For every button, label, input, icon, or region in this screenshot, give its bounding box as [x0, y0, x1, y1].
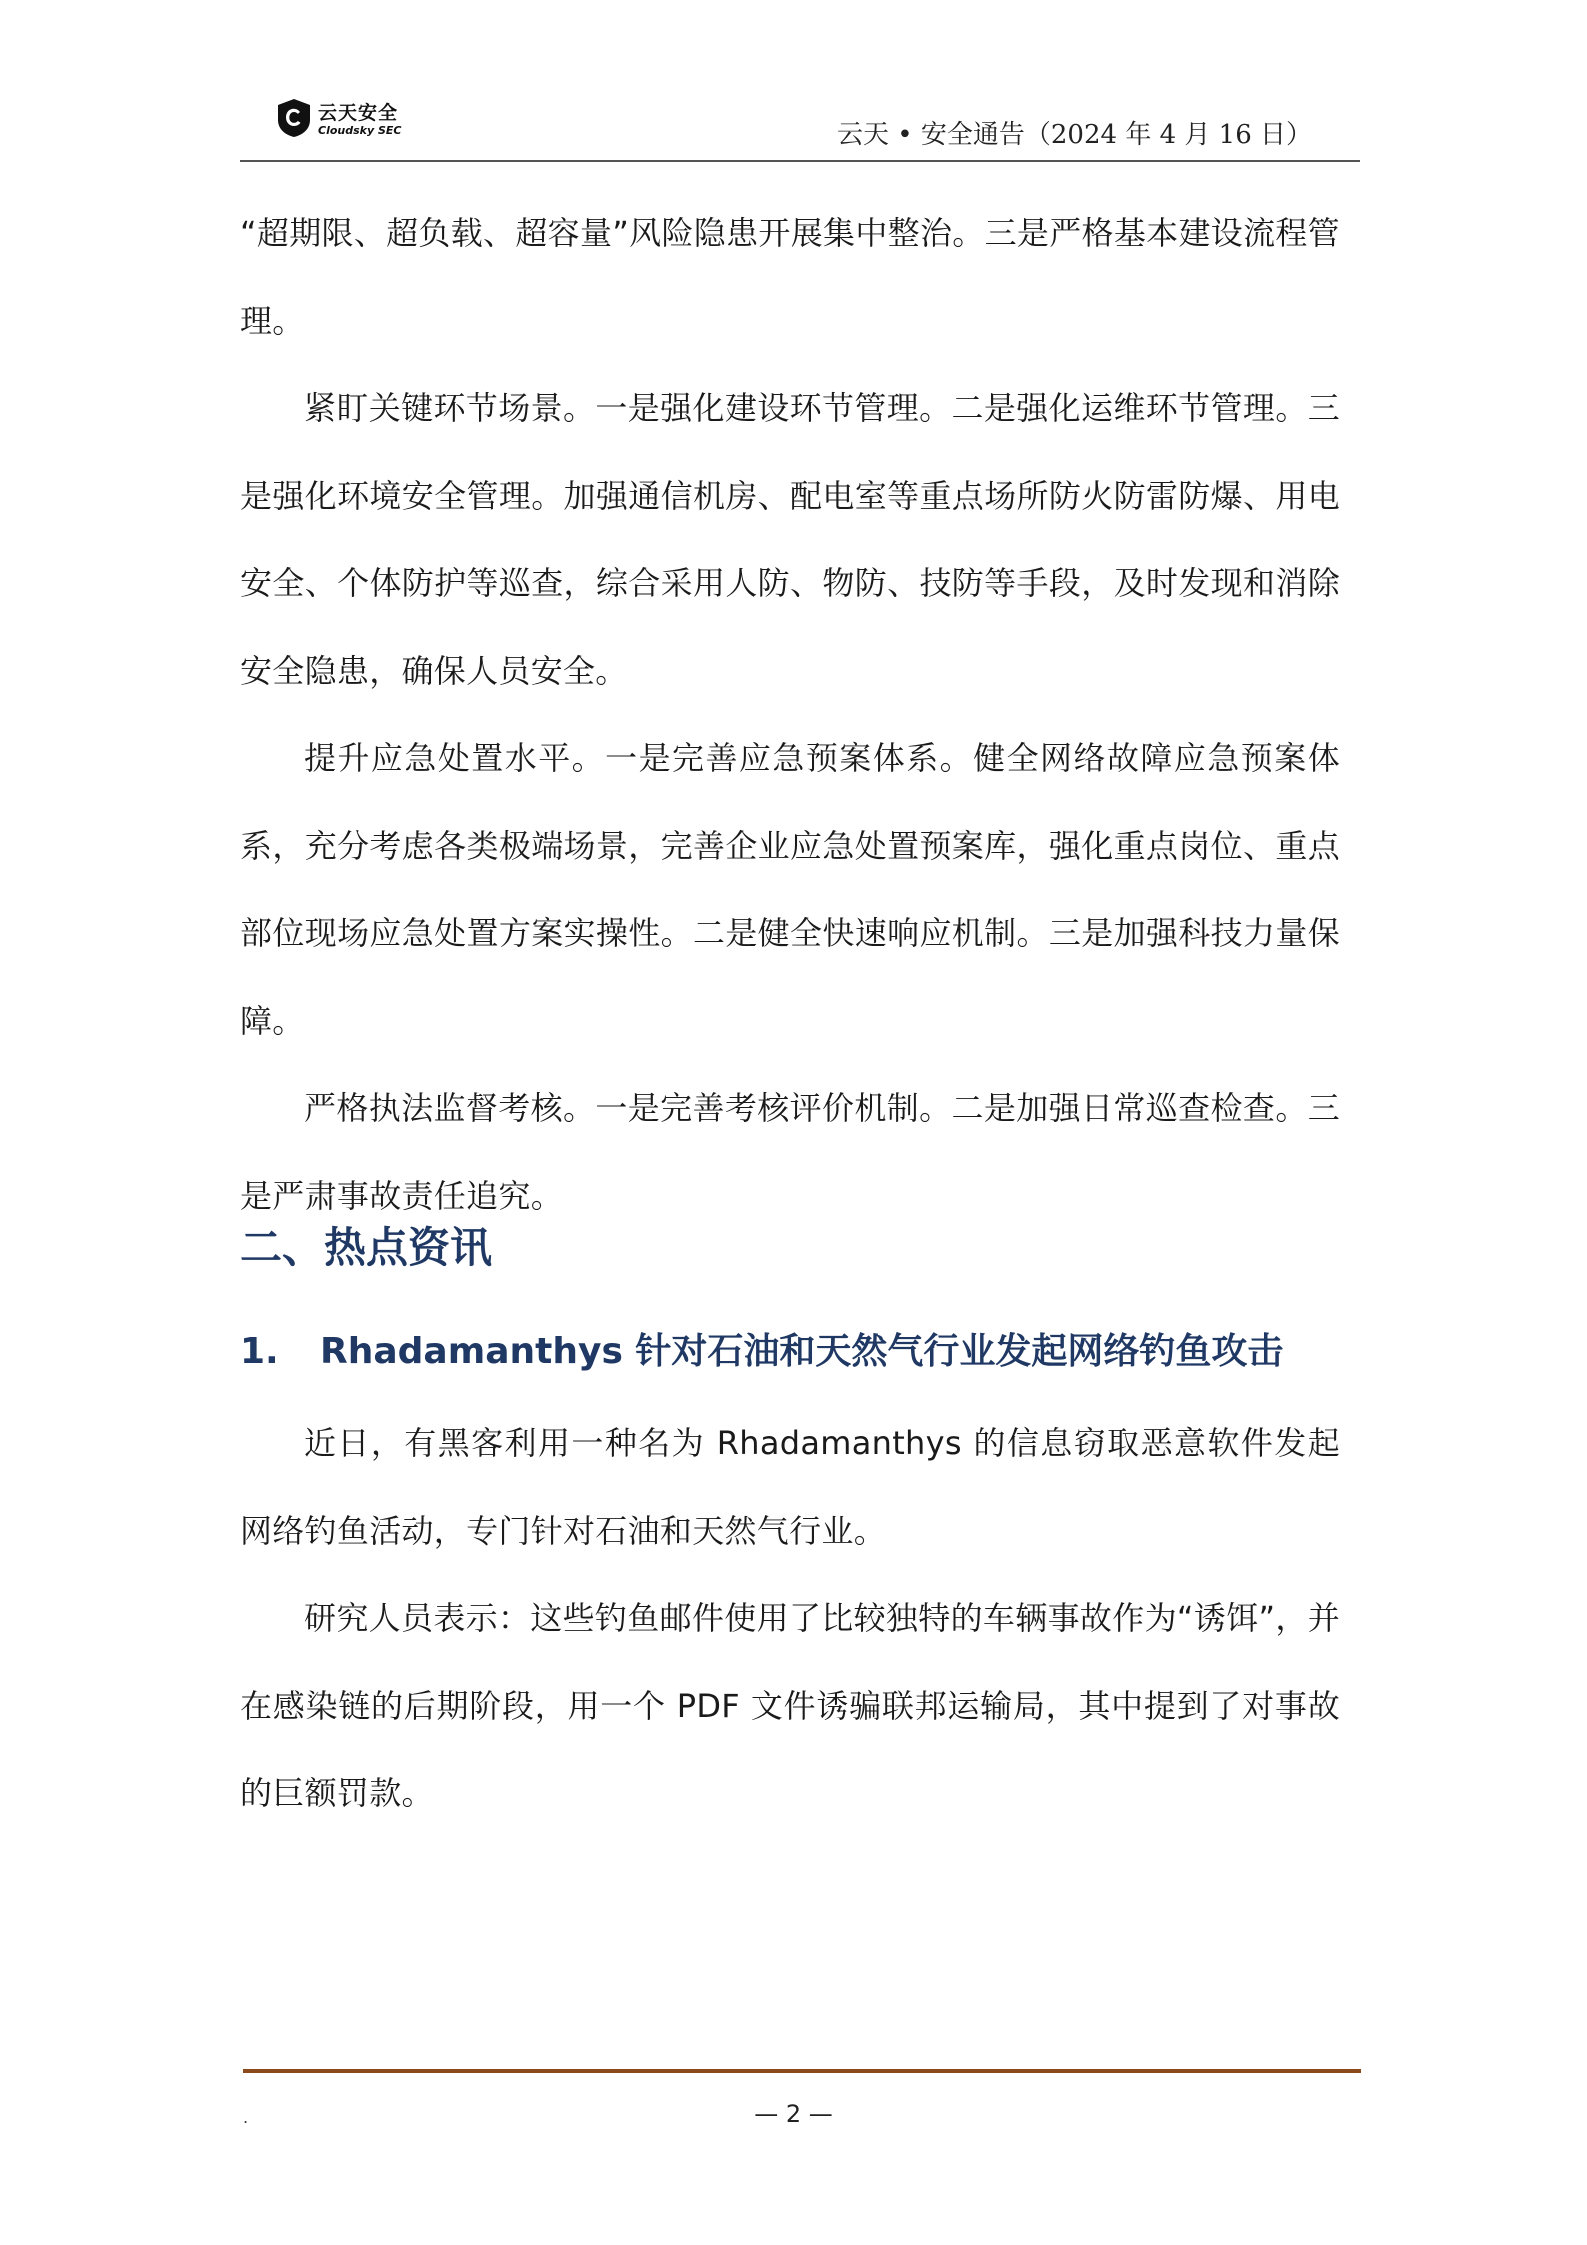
header-divider [240, 160, 1360, 162]
section-heading: 二、热点资讯 [240, 1223, 493, 1272]
page-number: — 2 — [754, 2100, 833, 2128]
paragraph-news-intro: 近日，有黑客利用一种名为 Rhadamanthys 的信息窃取恶意软件发起网络钓鱼活动，专门针对石油和天然气行业。 [240, 1424, 1340, 1550]
logo-english-name: Cloudsky SEC [318, 124, 402, 137]
page-header [240, 90, 1360, 160]
paragraph-news-detail: 研究人员表示：这些钓鱼邮件使用了比较独特的车辆事故作为“诱饵”，并在感染链的后期阶段，用一个 PDF 文件诱骗联邦运输局，其中提到了对事故的巨额罚款。 [240, 1599, 1340, 1812]
paragraph-supervision: 严格执法监督考核。一是完善考核评价机制。二是加强日常巡查检查。三是严肃事故责任追究。 [240, 1089, 1340, 1215]
bulletin-title: 云天 • 安全通告（2024 年 4 月 16 日） [837, 120, 1312, 150]
document-body [240, 190, 1340, 1240]
logo-chinese-name: 云天安全 [318, 102, 399, 124]
footer-mark: . [243, 2108, 249, 2127]
news-number: 1. [240, 1331, 279, 1372]
paragraph-continuation: “超期限、超负载、超容量”风险隐患开展集中整治。三是严格基本建设流程管理。 [240, 214, 1340, 340]
news-title: Rhadamanthys 针对石油和天然气行业发起网络钓鱼攻击 [320, 1331, 1284, 1372]
footer-divider [243, 2069, 1361, 2073]
paragraph-emergency-response: 提升应急处置水平。一是完善应急预案体系。健全网络故障应急预案体系，充分考虑各类极端场景，完善企业应急处置预案库，强化重点岗位、重点部位现场应急处置方案实操性。二是健全快速响应机制。三是加强科技力量保障。 [240, 739, 1340, 1040]
paragraph-key-scenarios: 紧盯关键环节场景。一是强化建设环节管理。二是强化运维环节管理。三是强化环境安全管理。加强通信机房、配电室等重点场所防火防雷防爆、用电安全、个体防护等巡查，综合采用人防、物防、技防等手段，及时发现和消除安全隐患，确保人员安全。 [240, 389, 1340, 690]
shield-logo-icon [276, 98, 312, 138]
news-heading [240, 1323, 1283, 1374]
news-body [240, 1400, 1340, 1838]
company-logo [276, 96, 476, 144]
